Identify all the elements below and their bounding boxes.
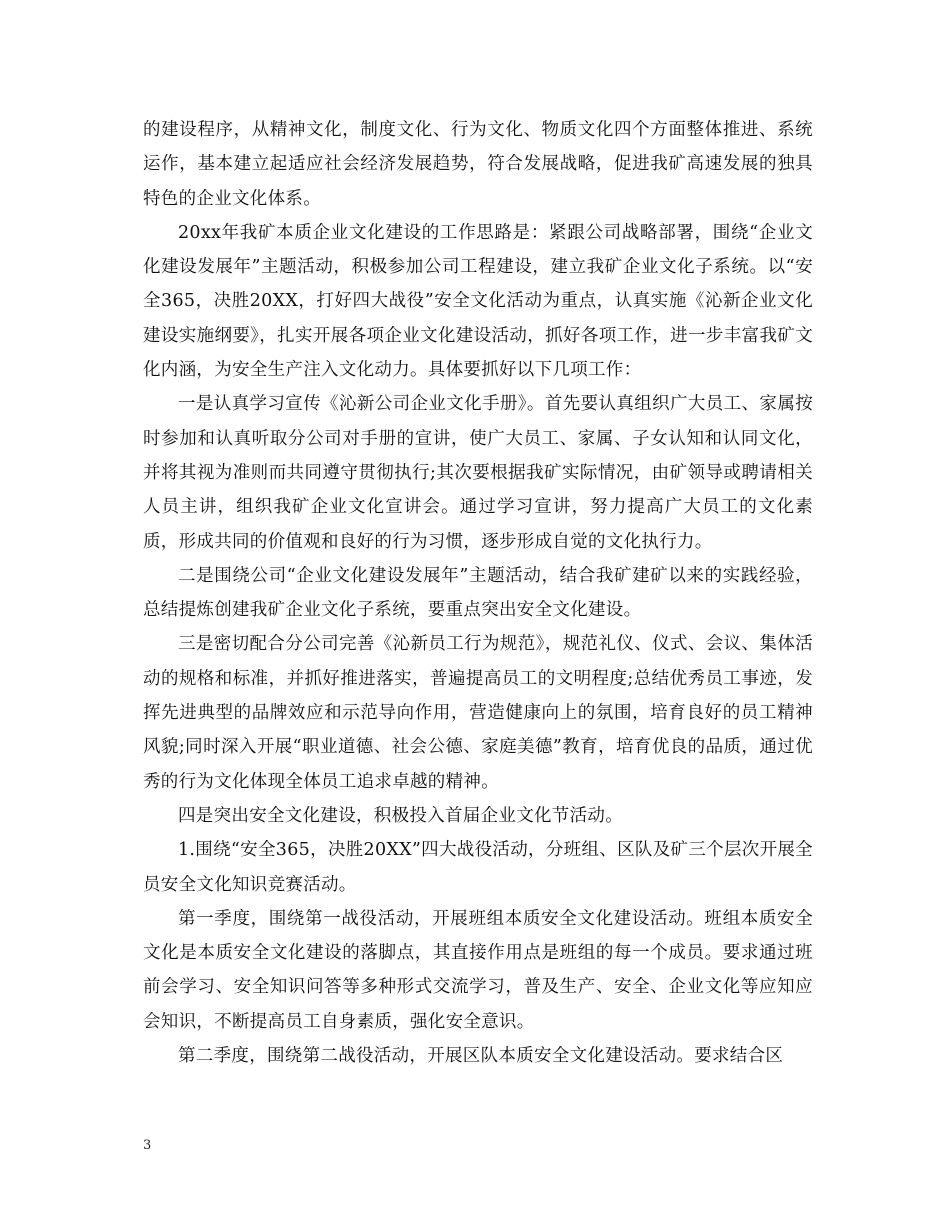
- paragraph-6: 四是突出安全文化建设，积极投入首届企业文化节活动。: [178, 805, 623, 826]
- paragraph-1: 的建设程序，从精神文化，制度文化、行为文化、物质文化四个方面整体推进、系统运作，基本建立起适应社会经济发展趋势，符合发展战略，促进我矿高速发展的独具特色的企业文化体系。: [143, 120, 813, 209]
- paragraph-7: 1.围绕“安全365，决胜20XX”四大战役活动，分班组、区队及矿三个层次开展全员安全文化知识竞赛活动。: [143, 840, 813, 895]
- paragraph-4: 二是围绕公司“企业文化建设发展年”主题活动，结合我矿建矿以来的实践经验，总结提炼创建我矿企业文化子系统，要重点突出安全文化建设。: [143, 565, 813, 621]
- document-body: [143, 113, 813, 1073]
- paragraph-9: 第二季度，围绕第二战役活动，开展区队本质安全文化建设活动。要求结合区: [178, 1046, 784, 1067]
- page-number: 3: [143, 1138, 152, 1153]
- paragraph-5: 三是密切配合分公司完善《沁新员工行为规范》，规范礼仪、仪式、会议、集体活动的规格和标准，并抓好推进落实，普遍提高员工的文明程度;总结优秀员工事迹，发挥先进典型的品牌效应和示范导向作用，营造健康向上的氛围，培育良好的员工精神风貌;同时深入开展“职业道德、社会公德、家庭美德”教育，培育优良的品质，通过优秀的行为文化体现全体员工追求卓越的精神。: [143, 634, 813, 792]
- paragraph-3: 一是认真学习宣传《沁新公司企业文化手册》。首先要认真组织广大员工、家属按时参加和认真听取分公司对手册的宣讲，使广大员工、家属、子女认知和认同文化，并将其视为准则而共同遵守贯彻执行;其次要根据我矿实际情况，由矿领导或聘请相关人员主讲，组织我矿企业文化宣讲会。通过学习宣讲，努力提高广大员工的文化素质，形成共同的价值观和良好的行为习惯，逐步形成自觉的文化执行力。: [143, 394, 813, 552]
- paragraph-8: 第一季度，围绕第一战役活动，开展班组本质安全文化建设活动。班组本质安全文化是本质安全文化建设的落脚点，其直接作用点是班组的每一个成员。要求通过班前会学习、安全知识问答等多种形式交流学习，普及生产、安全、企业文化等应知应会知识，不断提高员工自身素质，强化安全意识。: [143, 908, 813, 1032]
- paragraph-2: 20xx年我矿本质企业文化建设的工作思路是：紧跟公司战略部署，围绕“企业文化建设发展年”主题活动，积极参加公司工程建设，建立我矿企业文化子系统。以“安全365，决胜20XX，打好四大战役”安全文化活动为重点，认真实施《沁新企业文化建设实施纲要》，扎实开展各项企业文化建设活动，抓好各项工作，进一步丰富我矿文化内涵，为安全生产注入文化动力。具体要抓好以下几项工作：: [143, 222, 813, 381]
